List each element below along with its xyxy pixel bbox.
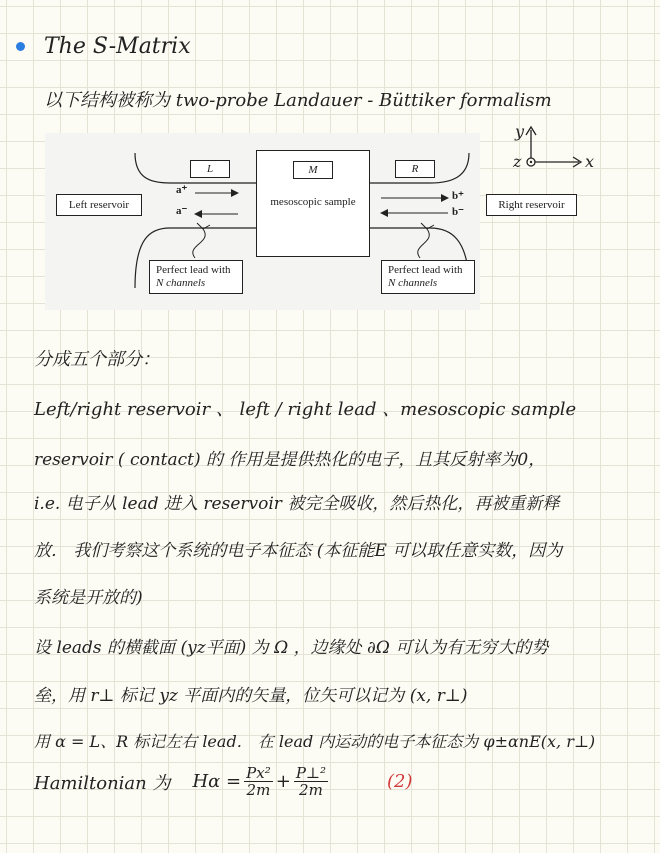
text-line-1: 分成五个部分：: [34, 349, 160, 370]
b-minus-label: b⁻: [452, 206, 464, 218]
px-denominator: 2m: [246, 781, 271, 799]
right-reservoir-box: [486, 194, 577, 216]
R-label: R: [411, 162, 419, 175]
pperp-denominator: 2m: [299, 781, 323, 799]
intro-line: 以下结构被称为 two-probe Landauer - Büttiker formalism: [44, 90, 552, 111]
left-lead-label-line1: Perfect lead with: [156, 264, 231, 276]
text-line-2: Left/right reservoir 、 left / right lead 、mesoscopic sample: [34, 399, 577, 420]
text-line-3: reservoir ( contact) 的 作用是提供热化的电子，且其反射率为0，: [34, 450, 546, 470]
pperp-numerator: P⊥²: [295, 764, 327, 782]
right-lead-label-line2: N channels: [388, 277, 438, 289]
plus-sign: +: [275, 771, 291, 792]
equation-number: (2): [387, 771, 413, 792]
sample-box: [256, 150, 370, 257]
text-line-4: i.e. 电子从 lead 进入 reservoir 被完全吸收，然后热化，再被重新释: [34, 494, 560, 514]
R-box: [395, 160, 435, 178]
text-line-7: 设 leads 的横截面 (yz平面) 为 Ω ，边缘处 ∂Ω 可认为有无穷大的势: [34, 638, 549, 658]
hamiltonian-line: [34, 765, 413, 798]
px-fraction: [244, 765, 273, 798]
hamiltonian-lhs: Hα =: [192, 771, 242, 792]
a-plus-label: a⁺: [176, 184, 188, 196]
axis-z-label: z: [513, 152, 522, 171]
sample-label: mesoscopic sample: [270, 196, 356, 208]
heading: The S-Matrix: [44, 34, 191, 59]
text-line-5: 放． 我们考察这个系统的电子本征态 (本征能E 可以取任意实数，因为: [34, 541, 563, 561]
lead-diagram: [45, 133, 480, 310]
text-line-6: 系统是开放的): [34, 588, 143, 608]
bullet-dot: [16, 42, 25, 51]
M-label: M: [293, 161, 333, 179]
text-line-8: 垒，用 r⊥ 标记 yz 平面内的矢量，位矢可以记为 (x, r⊥): [34, 686, 468, 706]
L-label: L: [206, 162, 214, 175]
L-box: [190, 160, 230, 178]
coordinate-axes: [505, 122, 615, 184]
px-numerator: Px²: [246, 764, 271, 782]
a-minus-label: a⁻: [176, 205, 188, 217]
left-reservoir-box: [56, 194, 142, 216]
pperp-fraction: [294, 765, 328, 798]
left-lead-box: [149, 260, 243, 294]
left-lead-label-line2: N channels: [156, 277, 206, 289]
axis-y-label: y: [515, 122, 525, 141]
right-reservoir-label: Right reservoir: [498, 198, 565, 211]
b-plus-label: b⁺: [452, 190, 464, 202]
hamiltonian-label: Hamiltonian 为: [34, 772, 171, 794]
right-lead-box: [381, 260, 475, 294]
axis-x-label: x: [585, 152, 595, 171]
text-line-9: 用 α = L、R 标记左右 lead． 在 lead 内运动的电子本征态为 φ±αnE(x, r⊥): [34, 732, 596, 751]
right-lead-label-line1: Perfect lead with: [388, 264, 463, 276]
left-reservoir-label: Left reservoir: [68, 198, 130, 211]
